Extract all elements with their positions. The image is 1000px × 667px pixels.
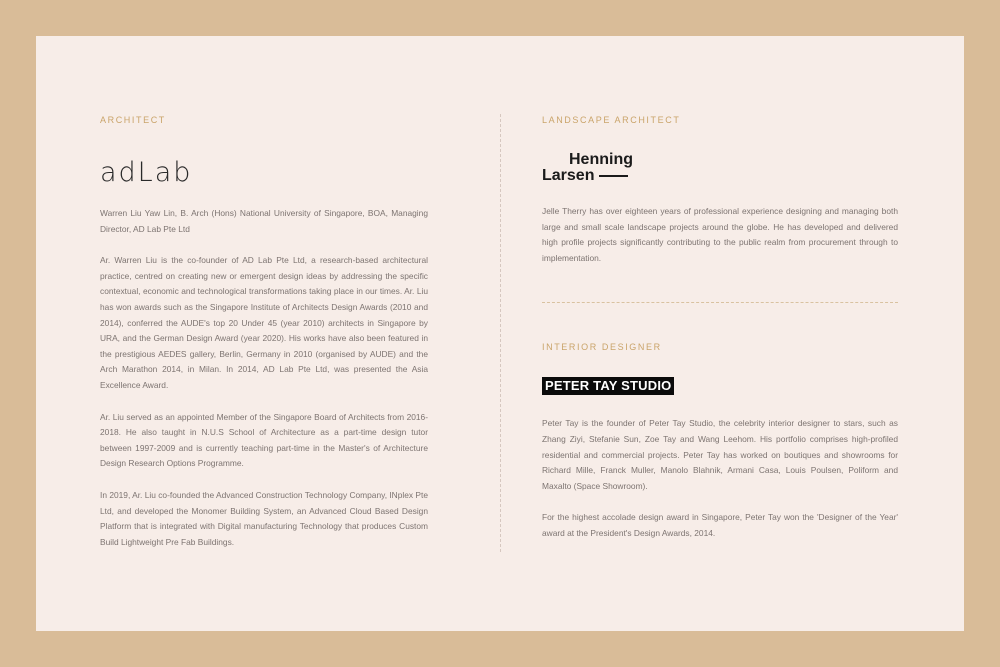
section-divider <box>542 302 898 303</box>
interior-paragraph-2: For the highest accolade design award in Singapore, Peter Tay won the 'Designer of the Year' award at the President's Design Awards, 2014. <box>542 512 898 538</box>
logo-dash <box>599 175 628 177</box>
architect-credentials: Warren Liu Yaw Lin, B. Arch (Hons) National University of Singapore, BOA, Managing Director, AD Lab Pte Ltd <box>100 208 428 234</box>
interior-label: INTERIOR DESIGNER <box>542 342 662 353</box>
architect-section <box>100 114 428 550</box>
adlab-logo: adLab <box>100 157 193 188</box>
landscape-paragraph: Jelle Therry has over eighteen years of professional experience designing and managing both large and small scale landscape projects around the globe. He has developed and delivered high profile projects significantly contributing to the public realm from procurement through to implementation. <box>542 206 898 263</box>
landscape-label: LANDSCAPE ARCHITECT <box>542 115 681 125</box>
henning-logo-line-2-row <box>542 168 636 184</box>
right-column <box>542 114 898 542</box>
architect-paragraph-2: Ar. Liu served as an appointed Member of the Singapore Board of Architects from 2016-2018. He also taught in N.U.S School of Architecture as a part-time design tutor between 1997-2009 and is currently teaching part-time in the Master's of Architecture Design Research Options Programme. <box>100 411 428 469</box>
henning-larsen-logo <box>542 152 636 184</box>
brochure-page <box>36 36 964 631</box>
column-divider <box>500 114 501 552</box>
architect-paragraph-3: In 2019, Ar. Liu co-founded the Advanced Construction Technology Company, INplex Pte Ltd, and developed the Monomer Building System, an Advanced Cloud Based Design Platform that is integrated with Digital manufacturing Technology that produces Custom Build Lightweight Pre Fab Buildings. <box>100 489 428 547</box>
henning-logo-line-1: Henning <box>569 151 633 168</box>
architect-paragraph-1: Ar. Warren Liu is the co-founder of AD Lab Pte Ltd, a research-based architectural practice, centred on creating new or emergent design ideas by addressing the specific contextual, economic and technological transformations taking place in our times. Ar. Liu has won awards such as the Singapore Institute of Architects Design Awards (2010 and 2014), conferred the AUDE's top 20 Under 45 (year 2010) architects in Singapore by URA, and the German Design Award (year 2020). His works have also been featured in the prestigious AEDES gallery, Berlin, Germany in 2010 (organised by AUDE) and the Arch Marathon 2014, in Milan. In 2014, AD Lab Pte Ltd, was presented the Asia Excellence Award. <box>100 255 428 390</box>
interior-section <box>542 341 898 541</box>
architect-label: ARCHITECT <box>100 115 166 125</box>
peter-tay-studio-logo: PETER TAY STUDIO <box>542 377 674 395</box>
landscape-section <box>542 114 898 266</box>
interior-paragraph-1: Peter Tay is the founder of Peter Tay Studio, the celebrity interior designer to stars, such as Zhang Ziyi, Stefanie Sun, Zoe Tay and Wang Leehom. His portfolio comprises high-profiled residential and commercial projects. Peter Tay has worked on boutiques and showrooms for Richard Mille, Franck Muller, Manolo Blahnik, Armani Casa, Louis Poulsen, Poliform and Maxalto (Space Showroom). <box>542 418 898 491</box>
henning-logo-line-2: Larsen <box>542 167 595 184</box>
